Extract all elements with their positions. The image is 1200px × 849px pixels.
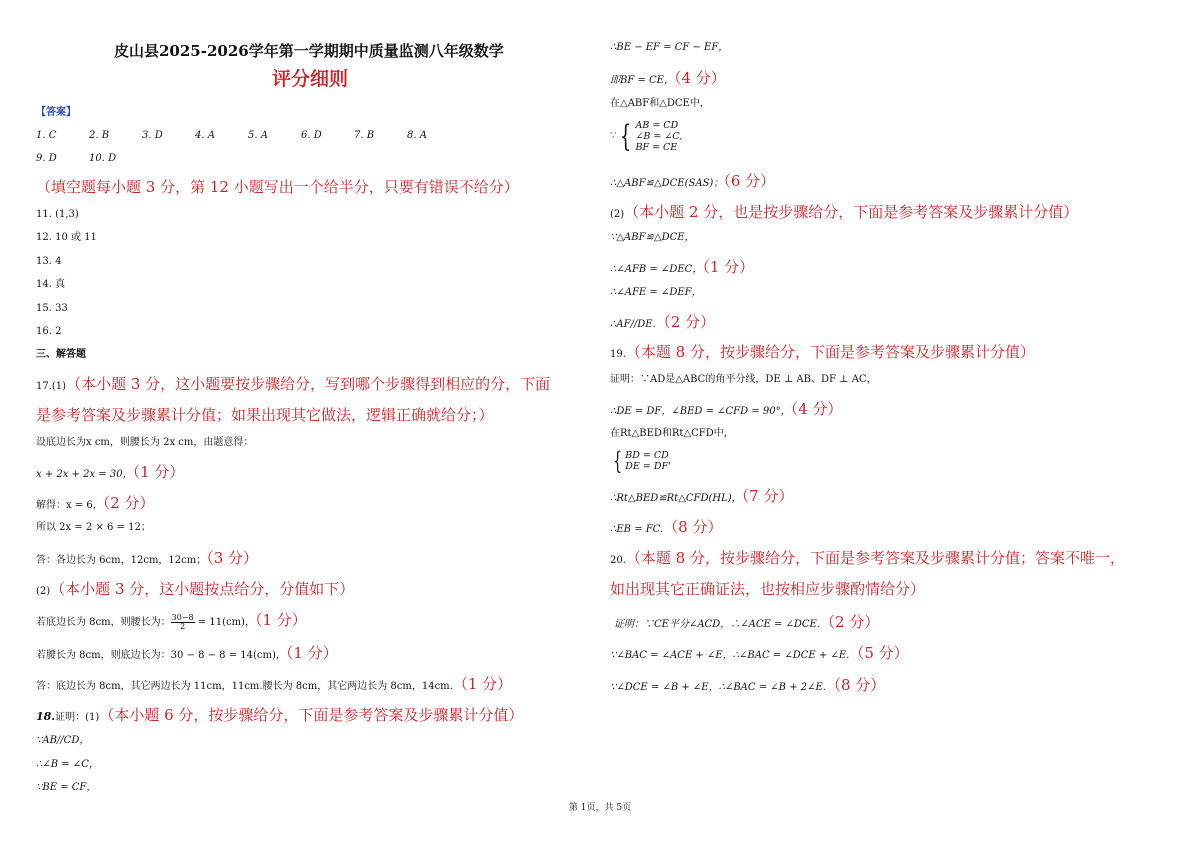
fill-answer: 14. 真 xyxy=(36,279,66,290)
q18-heading: 18.证明：(1)（本小题 6 分，按步骤给分，下面是参考答案及步骤累计分值） xyxy=(36,706,524,724)
q18-line: ∴∠AFB = ∠DEC，（1 分） xyxy=(610,258,755,276)
answer-item: 1. C xyxy=(36,130,57,141)
fill-answer: 16. 2 xyxy=(36,326,62,337)
q19-heading: 19.（本题 8 分，按步骤给分，下面是参考答案及步骤累计分值） xyxy=(610,343,1035,361)
q18-line: ∴AF//DE.（2 分） xyxy=(610,313,716,331)
q18-part2-heading: (2)（本小题 2 分，也是按步骤给分，下面是参考答案及步骤累计分值） xyxy=(610,203,1079,221)
page-subtitle: 评分细则 xyxy=(272,68,349,90)
q17-line: 设底边长为x cm，则腰长为 2x cm，由题意得： xyxy=(36,437,254,448)
q19-line: ∴Rt△BED≌Rt△CFD(HL)，（7 分） xyxy=(610,487,794,505)
answer-item: 9. D xyxy=(36,153,57,164)
answer-row-2 xyxy=(36,152,142,166)
q18-line: 即BF = CE，（4 分） xyxy=(610,69,726,87)
q18-line: 在△ABF和△DCE中， xyxy=(610,98,710,109)
fill-answer: 15. 33 xyxy=(36,303,68,314)
q17-line: 答：底边长为 8cm，其它两边长为 11cm，11cm.腰长为 8cm，其它两边长为 8cm，14cm.（1 分） xyxy=(36,675,513,693)
q18-system: ∵ { AB = CD ∠B = ∠C, BF = CE xyxy=(610,118,683,154)
q17-line: 答：各边长为 6cm，12cm，12cm；（3 分） xyxy=(36,549,259,567)
answer-row-1 xyxy=(36,129,460,143)
q18-line: ∵AB//CD， xyxy=(36,735,90,746)
q19-line: 证明：∵AD是△ABC的角平分线，DE ⊥ AB、DF ⊥ AC， xyxy=(610,374,877,385)
q17-heading: 17.(1)（本小题 3 分，这小题要按步骤给分，写到哪个步骤得到相应的分，下面 xyxy=(36,375,551,393)
q19-system: { BD = CD DE = DF' xyxy=(613,447,671,475)
q18-line: ∴∠B = ∠C， xyxy=(36,759,99,770)
q20-line: ∵∠DCE = ∠B + ∠E，∴∠BAC = ∠B + 2∠E.（8 分） xyxy=(610,676,886,694)
q17-line: 若腰长为 8cm，则底边长为：30 − 8 − 8 = 14(cm)，（1 分） xyxy=(36,644,338,662)
q17-line: 解得：x = 6，（2 分） xyxy=(36,494,155,512)
fill-note: （填空题每小题 3 分，第 12 小题写出一个给半分，只要有错误不给分） xyxy=(36,178,519,196)
q18-line: ∵BE = CF， xyxy=(36,782,97,793)
q19-line: ∴EB = FC.（8 分） xyxy=(610,518,723,536)
q17-part2-heading: (2)（本小题 3 分，这小题按点给分，分值如下） xyxy=(36,580,355,598)
q17-line: 若底边长为 8cm，则腰长为： $\frac{30-8}{2}$ = 11(cm)，（1 分） xyxy=(36,611,307,631)
q18-line: ∴∠AFE = ∠DEF， xyxy=(610,287,702,298)
q18-line: ∴△ABF≌△DCE(SAS)；（6 分） xyxy=(610,172,776,190)
section-heading: 三、解答题 xyxy=(36,349,86,360)
q17-line: x + 2x + 2x = 30，（1 分） xyxy=(36,463,185,481)
q18-line: ∵△ABF≌△DCE， xyxy=(610,232,695,243)
answer-item: 6. D xyxy=(301,130,322,141)
answer-item: 7. B xyxy=(354,130,375,141)
q17-note-cont: 是参考答案及步骤累计分值；如果出现其它做法，逻辑正确就给分；） xyxy=(36,406,494,424)
answer-item: 2. B xyxy=(89,130,110,141)
answer-item: 5. A xyxy=(248,130,268,141)
fill-answer: 11. (1,3) xyxy=(36,209,79,220)
q20-line: 证明：∵CE平分∠ACD，∴∠ACE = ∠DCE.（2 分） xyxy=(614,613,880,631)
answer-item: 3. D xyxy=(142,130,163,141)
answer-item: 8. A xyxy=(407,130,427,141)
q17-line: 所以 2x = 2 × 6 = 12； xyxy=(36,522,151,533)
q18-line: ∴BE − EF = CF − EF， xyxy=(610,42,729,53)
q20-line: ∵∠BAC = ∠ACE + ∠E，∴∠BAC = ∠DCE + ∠E.（5 分） xyxy=(610,644,909,662)
q20-heading: 20.（本题 8 分，按步骤给分，下面是参考答案及步骤累计分值；答案不唯一， xyxy=(610,549,1125,567)
answer-item: 10. D xyxy=(89,153,117,164)
page-footer: 第 1页，共 5页 xyxy=(568,803,632,813)
fill-answer: 12. 10 或 11 xyxy=(36,232,97,243)
q20-note-cont: 如出现其它正确证法，也按相应步骤酌情给分） xyxy=(610,580,926,598)
q19-line: 在Rt△BED和Rt△CFD中， xyxy=(610,428,734,439)
answer-tag: 【答案】 xyxy=(36,107,76,118)
answer-item: 4. A xyxy=(195,130,215,141)
fill-answer: 13. 4 xyxy=(36,256,62,267)
q19-line: ∴DE = DF，∠BED = ∠CFD = 90°，（4 分） xyxy=(610,400,843,418)
page-title: 皮山县2025-2026学年第一学期期中质量监测八年级数学 xyxy=(114,42,504,60)
